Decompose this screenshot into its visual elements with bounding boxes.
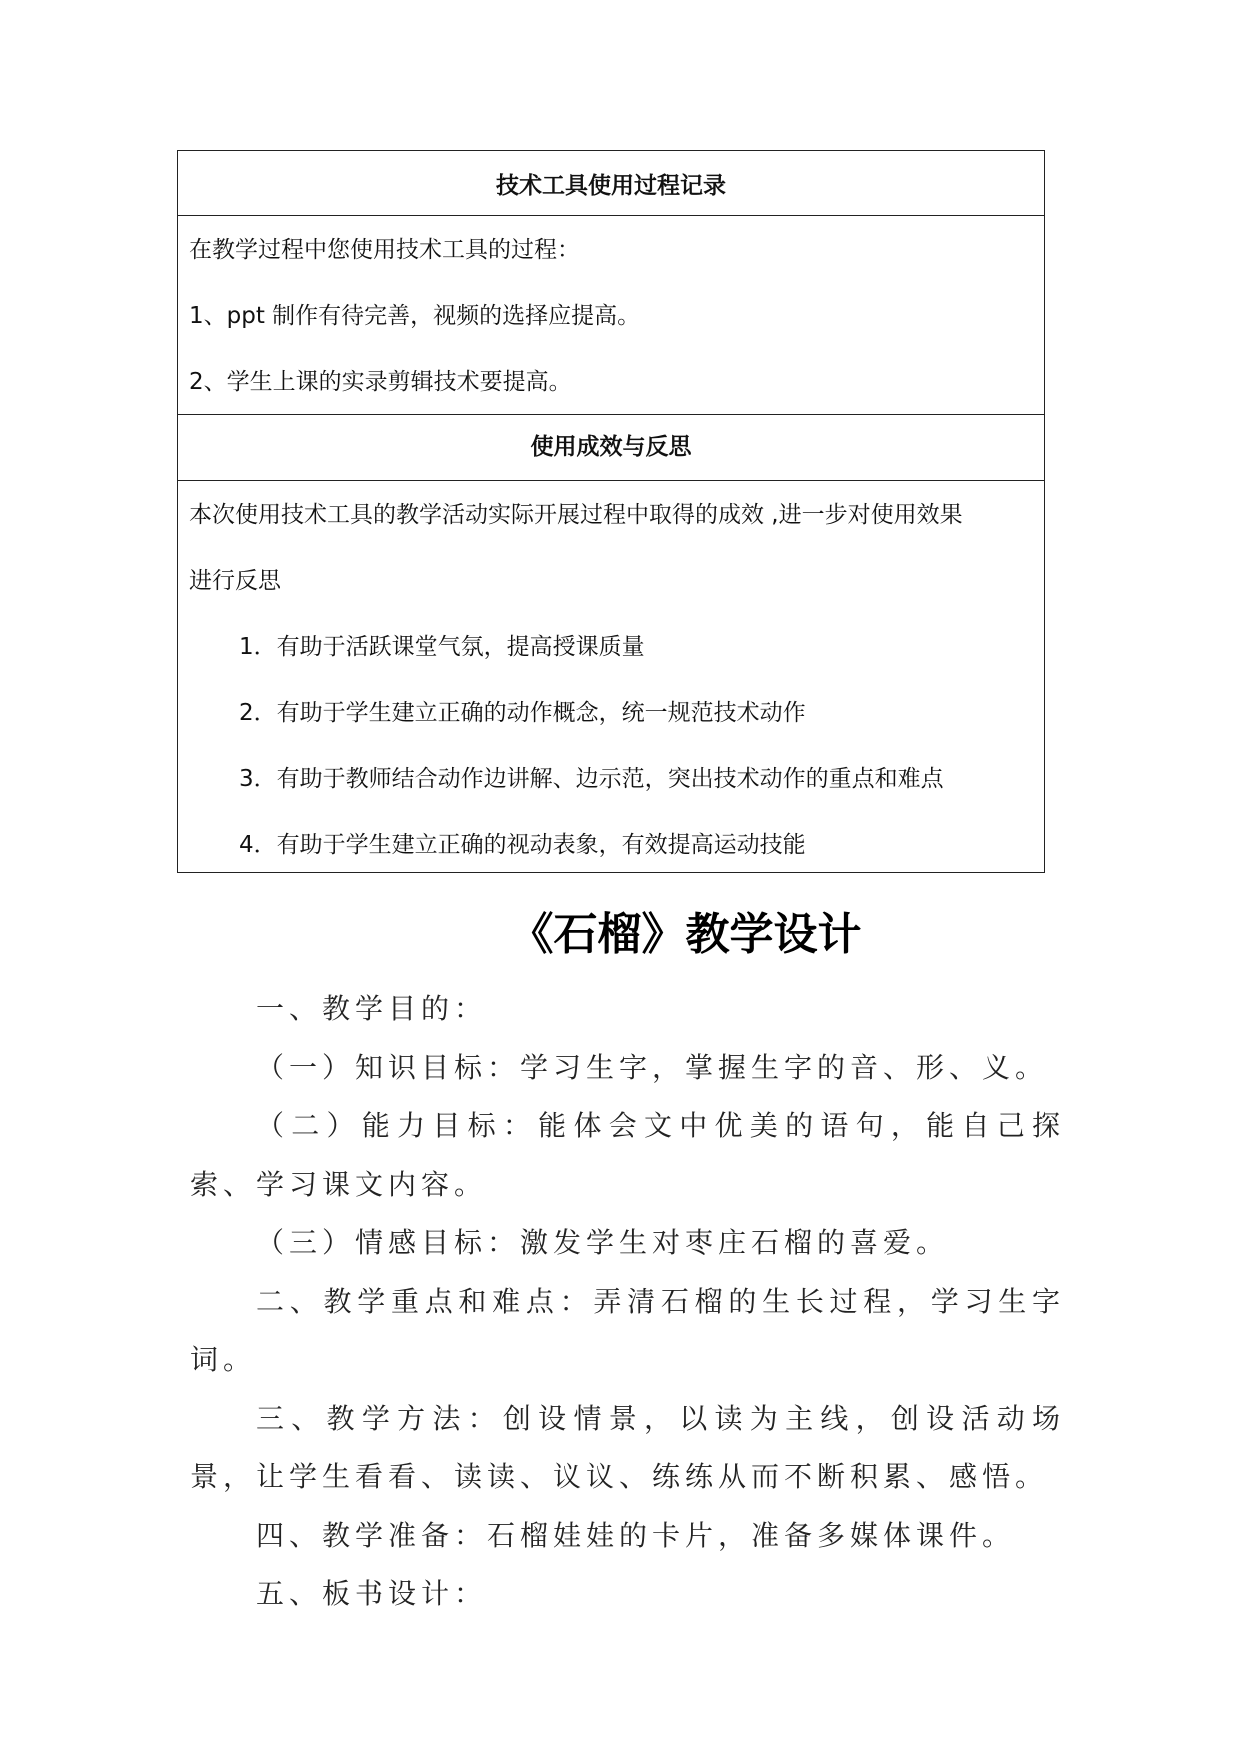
process-item-1: 1、ppt 制作有待完善，视频的选择应提高。 — [189, 303, 641, 329]
plan-paragraph-key-points: 二、教学重点和难点：弄清石榴的生长过程，学习生字词。 — [190, 1284, 1065, 1376]
section-heading-process-record: 技术工具使用过程记录 — [178, 151, 1044, 216]
reflection-item-3: 3．有助于教师结合动作边讲解、边示范，突出技术动作的重点和难点 — [239, 766, 944, 792]
reflection-item-4: 4．有助于学生建立正确的视动表象，有效提高运动技能 — [239, 832, 806, 858]
reflection-intro-line-2: 进行反思 — [189, 568, 281, 594]
lesson-plan-title: 《石榴》教学设计 — [509, 909, 862, 960]
plan-paragraph-emotion-goal: （三）情感目标：激发学生对枣庄石榴的喜爱。 — [256, 1226, 950, 1259]
section-body-effect-reflection — [178, 481, 1044, 872]
plan-paragraph-knowledge-goal: （一）知识目标：学习生字，掌握生字的音、形、义。 — [256, 1050, 1049, 1084]
reflection-intro-line-1: 本次使用技术工具的教学活动实际开展过程中取得的成效 ,进一步对使用效果 — [189, 502, 963, 528]
plan-paragraph-ability-goal: （二）能力目标：能体会文中优美的语句，能自己探索、学习课文内容。 — [190, 1109, 1065, 1201]
reflection-item-2: 2．有助于学生建立正确的动作概念，统一规范技术动作 — [239, 700, 806, 726]
technology-record-table — [177, 150, 1045, 873]
process-intro: 在教学过程中您使用技术工具的过程： — [189, 237, 580, 263]
lesson-plan-body — [190, 980, 1065, 1624]
plan-paragraph-preparation: 四、教学准备：石榴娃娃的卡片，准备多媒体课件。 — [256, 1518, 1016, 1552]
process-item-2: 2、学生上课的实录剪辑技术要提高。 — [189, 369, 572, 395]
section-body-process-record — [178, 216, 1044, 415]
plan-paragraph-board-design: 五、板书设计： — [256, 1577, 488, 1610]
plan-paragraph-objectives: 一、教学目的： — [256, 992, 488, 1025]
reflection-item-1: 1．有助于活跃课堂气氛，提高授课质量 — [239, 634, 645, 660]
section-heading-effect-reflection: 使用成效与反思 — [178, 415, 1044, 481]
plan-paragraph-methods: 三、教学方法：创设情景，以读为主线，创设活动场景，让学生看看、读读、议议、练练从而不断积累、感悟。 — [190, 1401, 1065, 1493]
